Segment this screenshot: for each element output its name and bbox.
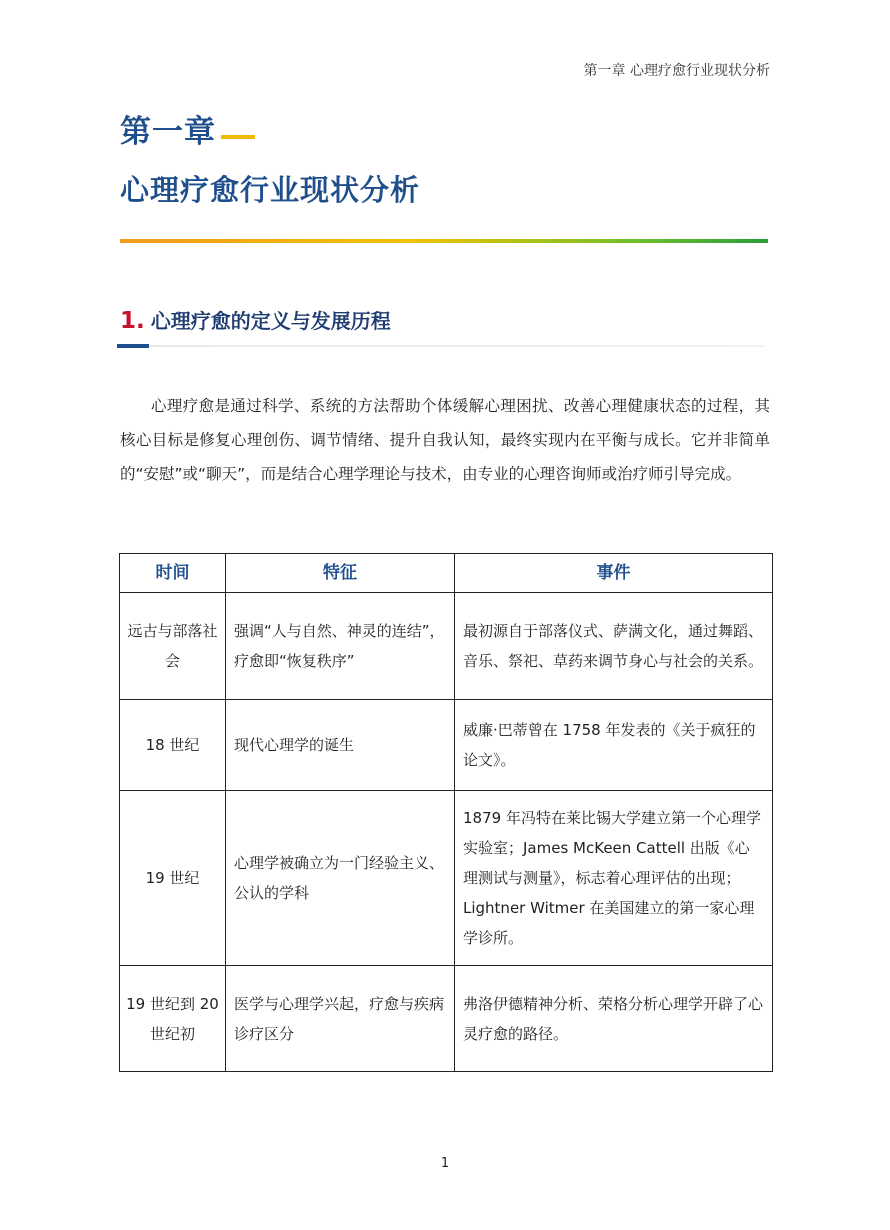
chapter-accent-bar xyxy=(221,135,255,139)
cell-feature: 心理学被确立为一门经验主义、公认的学科 xyxy=(226,791,455,966)
page-number: 1 xyxy=(440,1156,450,1171)
cell-feature: 医学与心理学兴起，疗愈与疾病诊疗区分 xyxy=(226,966,455,1072)
cell-event: 威廉·巴蒂曾在 1758 年发表的《关于疯狂的论文》。 xyxy=(455,700,773,791)
table-row xyxy=(120,700,773,791)
section-divider-accent xyxy=(117,344,149,348)
cell-time: 18 世纪 xyxy=(120,700,226,791)
header-time: 时间 xyxy=(120,554,226,593)
cell-event: 弗洛伊德精神分析、荣格分析心理学开辟了心灵疗愈的路径。 xyxy=(455,966,773,1072)
cell-time: 19 世纪到 20 世纪初 xyxy=(120,966,226,1072)
cell-event: 1879 年冯特在莱比锡大学建立第一个心理学实验室；James McKeen Cattell 出版《心理测试与测量》，标志着心理评估的出现；Lightner Witmer 在美国建立的第一家心理学诊所。 xyxy=(455,791,773,966)
chapter-divider xyxy=(120,239,768,243)
table-row xyxy=(120,791,773,966)
cell-time: 远古与部落社会 xyxy=(120,593,226,700)
cell-feature: 现代心理学的诞生 xyxy=(226,700,455,791)
section-number: 1. xyxy=(120,308,145,334)
running-header: 第一章 心理疗愈行业现状分析 xyxy=(583,63,770,79)
chapter-title: 心理疗愈行业现状分析 xyxy=(120,173,421,207)
table-header-row xyxy=(120,554,773,593)
section-heading xyxy=(120,305,391,334)
table-row xyxy=(120,966,773,1072)
section-title: 心理疗愈的定义与发展历程 xyxy=(150,309,391,333)
header-event: 事件 xyxy=(455,554,773,593)
section-divider xyxy=(117,345,765,347)
header-feature: 特征 xyxy=(226,554,455,593)
history-table xyxy=(119,553,773,1072)
cell-feature: 强调“人与自然、神灵的连结”，疗愈即“恢复秩序” xyxy=(226,593,455,700)
cell-time: 19 世纪 xyxy=(120,791,226,966)
table-row xyxy=(120,593,773,700)
intro-paragraph: 心理疗愈是通过科学、系统的方法帮助个体缓解心理困扰、改善心理健康状态的过程，其核心目标是修复心理创伤、调节情绪、提升自我认知，最终实现内在平衡与成长。它并非简单的“安慰”或“聊天”，而是结合心理学理论与技术，由专业的心理咨询师或治疗师引导完成。 xyxy=(120,397,770,483)
cell-event: 最初源自于部落仪式、萨满文化，通过舞蹈、音乐、祭祀、草药来调节身心与社会的关系。 xyxy=(455,593,773,700)
chapter-label: 第一章 xyxy=(120,114,216,150)
